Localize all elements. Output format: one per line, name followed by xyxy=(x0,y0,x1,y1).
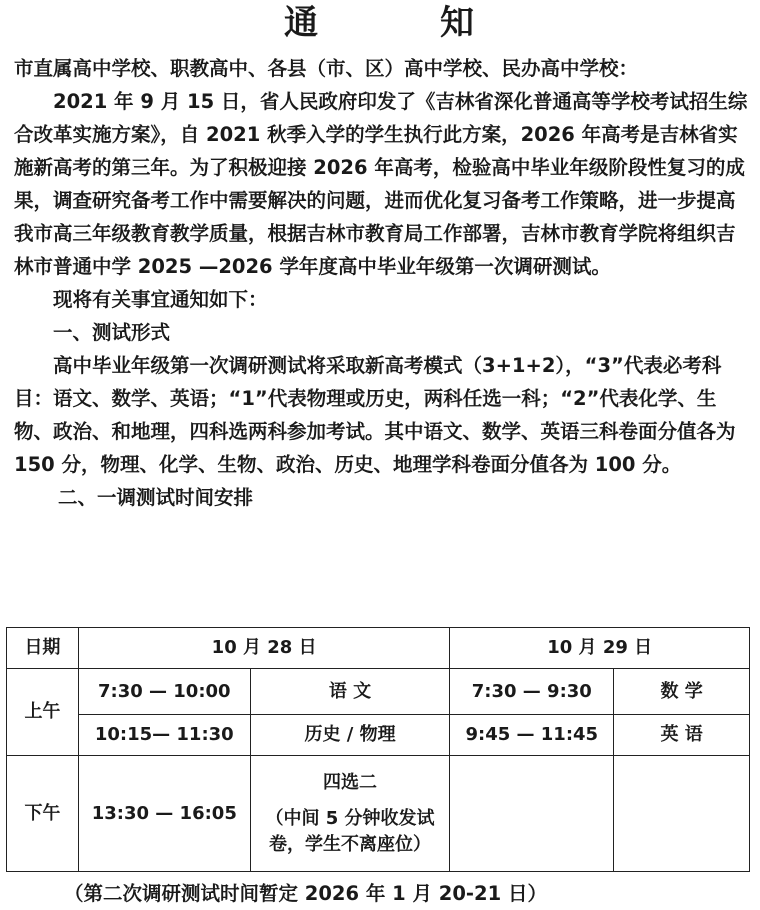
addressee: 市直属高中学校、职教高中、各县（市、区）高中学校、民办高中学校： xyxy=(14,57,639,80)
day1-am2-time: 10:15— 11:30 xyxy=(78,715,250,756)
day1-am1-subject: 语 文 xyxy=(250,669,450,715)
table-row xyxy=(7,715,750,756)
table-row xyxy=(7,756,750,872)
afternoon-label: 下午 xyxy=(7,756,79,872)
title-char-2: 知 xyxy=(440,3,476,43)
date-header: 日期 xyxy=(7,628,79,669)
day2-am1-time: 7:30 — 9:30 xyxy=(450,669,614,715)
day2-pm-subject xyxy=(614,756,750,872)
day1-am2-subject: 历史 / 物理 xyxy=(250,715,450,756)
day1-header: 10 月 28 日 xyxy=(78,628,449,669)
table-row xyxy=(7,669,750,715)
title-char-1: 通 xyxy=(284,3,320,43)
day1-pm-note-line1: （中间 5 分钟收发试 xyxy=(265,807,435,829)
notice-title xyxy=(0,0,760,46)
day1-pm-subject-cell xyxy=(250,756,450,872)
day1-am1-time: 7:30 — 10:00 xyxy=(78,669,250,715)
day2-pm-time xyxy=(450,756,614,872)
morning-label: 上午 xyxy=(7,669,79,756)
day1-pm-note-line2: 卷，学生不离座位） xyxy=(269,833,432,855)
day2-am1-subject: 数 学 xyxy=(614,669,750,715)
table-row xyxy=(7,628,750,669)
section-2-heading: 二、一调测试时间安排 xyxy=(58,486,254,509)
day2-am2-subject: 英 语 xyxy=(614,715,750,756)
schedule-table xyxy=(6,627,750,872)
footer-note: （第二次调研测试时间暂定 2026 年 1 月 20-21 日） xyxy=(64,882,547,905)
day1-pm-time: 13:30 — 16:05 xyxy=(78,756,250,872)
day1-pm-subject: 四选二 xyxy=(323,771,378,793)
intro-paragraph: 2021 年 9 月 15 日，省人民政府印发了《吉林省深化普通高等学校考试招生综合改革实施方案》，自 2021 秋季入学的学生执行此方案，2026 年高考是吉林省实施新高考的第三年。为了积极迎接 2026 年高考，检验高中毕业年级阶段性复习的成果，调查研究备考工作中需要解决的问题，进而优化复习备考工作策略，进一步提高我市高三年级教育教学质量，根据吉林市教育局工作部署，吉林市教育学院将组织吉林市普通中学 2025 —2026 学年度高中毕业年级第一次调研测试。 xyxy=(14,90,748,278)
day2-header: 10 月 29 日 xyxy=(450,628,750,669)
day2-am2-time: 9:45 — 11:45 xyxy=(450,715,614,756)
notice-line: 现将有关事宜通知如下： xyxy=(53,288,268,311)
section-1-heading: 一、测试形式 xyxy=(53,321,171,344)
section-1-body: 高中毕业年级第一次调研测试将采取新高考模式（3+1+2），“3”代表必考科目：语文、数学、英语；“1”代表物理或历史，两科任选一科；“2”代表化学、生物、政治、和地理，四科选两科参加考试。其中语文、数学、英语三科卷面分值各为 150 分，物理、化学、生物、政治、历史、地理学科卷面分值各为 100 分。 xyxy=(14,354,736,476)
document-body xyxy=(14,52,754,514)
